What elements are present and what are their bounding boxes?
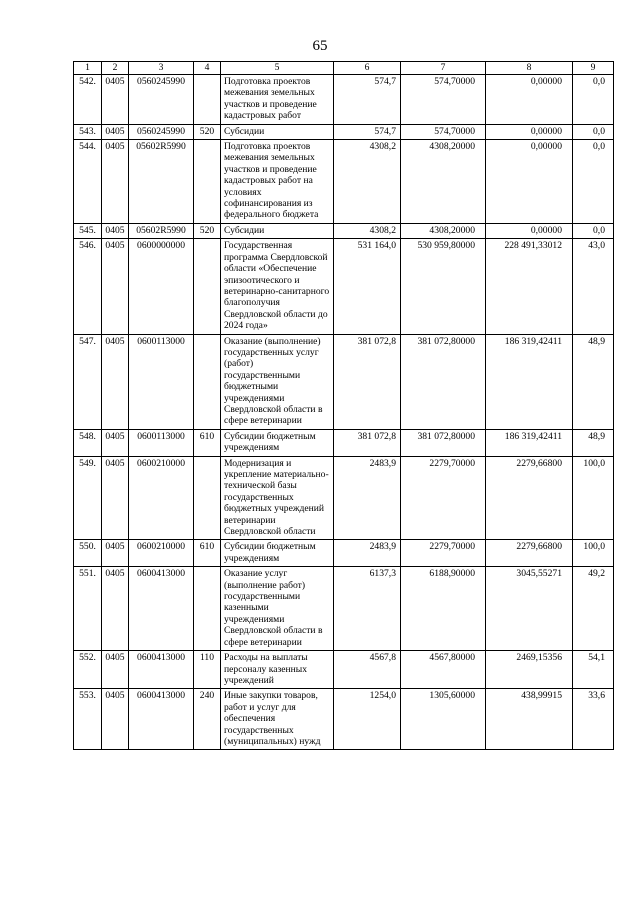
- table-row: [74, 334, 614, 429]
- target-code-cell: 0600113000: [129, 334, 194, 429]
- target-code-cell: 0600113000: [129, 429, 194, 456]
- column-header: 4: [194, 62, 221, 75]
- section-code-cell: 0405: [102, 75, 129, 125]
- section-code-cell: 0405: [102, 223, 129, 238]
- approved-amount-cell: 2279,70000: [401, 540, 486, 567]
- row-number-cell: 550.: [74, 540, 102, 567]
- column-header: 8: [486, 62, 573, 75]
- item-name-cell: Субсидии бюджетным учреждениям: [221, 429, 334, 456]
- table-row: [74, 429, 614, 456]
- approved-amount-cell: 4567,80000: [401, 651, 486, 689]
- plan-amount-cell: 6137,3: [334, 567, 401, 651]
- table-row: [74, 689, 614, 750]
- execution-percent-cell: 0,0: [573, 223, 614, 238]
- column-header: 3: [129, 62, 194, 75]
- expense-kind-cell: 520: [194, 223, 221, 238]
- execution-percent-cell: 0,0: [573, 124, 614, 139]
- approved-amount-cell: 574,70000: [401, 75, 486, 125]
- row-number-cell: 546.: [74, 239, 102, 334]
- executed-amount-cell: 0,00000: [486, 140, 573, 224]
- item-name-cell: Оказание (выполнение) государственных услуг (работ) государственными бюджетными учреждениями Свердловской области в сфере ветеринарии: [221, 334, 334, 429]
- header-row: [74, 62, 614, 75]
- approved-amount-cell: 381 072,80000: [401, 334, 486, 429]
- item-name-cell: Государственная программа Свердловской области «Обеспечение эпизоотического и ветеринарно-санитарного благополучия Свердловской области до 2024 года»: [221, 239, 334, 334]
- plan-amount-cell: 531 164,0: [334, 239, 401, 334]
- approved-amount-cell: 381 072,80000: [401, 429, 486, 456]
- executed-amount-cell: 0,00000: [486, 75, 573, 125]
- plan-amount-cell: 574,7: [334, 124, 401, 139]
- plan-amount-cell: 4567,8: [334, 651, 401, 689]
- execution-percent-cell: 100,0: [573, 456, 614, 540]
- expense-kind-cell: [194, 567, 221, 651]
- approved-amount-cell: 530 959,80000: [401, 239, 486, 334]
- target-code-cell: 05602R5990: [129, 223, 194, 238]
- executed-amount-cell: 2469,15356: [486, 651, 573, 689]
- column-header: 5: [221, 62, 334, 75]
- item-name-cell: Субсидии: [221, 223, 334, 238]
- expense-kind-cell: 610: [194, 540, 221, 567]
- approved-amount-cell: 574,70000: [401, 124, 486, 139]
- table-row: [74, 651, 614, 689]
- page-number: 65: [312, 38, 328, 54]
- expense-kind-cell: 520: [194, 124, 221, 139]
- approved-amount-cell: 1305,60000: [401, 689, 486, 750]
- executed-amount-cell: 0,00000: [486, 223, 573, 238]
- target-code-cell: 0600413000: [129, 651, 194, 689]
- execution-percent-cell: 49,2: [573, 567, 614, 651]
- execution-percent-cell: 43,0: [573, 239, 614, 334]
- item-name-cell: Модернизация и укрепление материально-технической базы государственных бюджетных учреждений ветеринарии Свердловской области: [221, 456, 334, 540]
- executed-amount-cell: 186 319,42411: [486, 429, 573, 456]
- target-code-cell: 0600210000: [129, 540, 194, 567]
- item-name-cell: Подготовка проектов межевания земельных участков и проведение кадастровых работ на условиях софинансирования из федерального бюджета: [221, 140, 334, 224]
- row-number-cell: 543.: [74, 124, 102, 139]
- section-code-cell: 0405: [102, 140, 129, 224]
- plan-amount-cell: 381 072,8: [334, 429, 401, 456]
- row-number-cell: 553.: [74, 689, 102, 750]
- budget-table: [73, 61, 614, 750]
- expense-kind-cell: 240: [194, 689, 221, 750]
- expense-kind-cell: 610: [194, 429, 221, 456]
- row-number-cell: 552.: [74, 651, 102, 689]
- table-row: [74, 140, 614, 224]
- item-name-cell: Субсидии: [221, 124, 334, 139]
- row-number-cell: 547.: [74, 334, 102, 429]
- plan-amount-cell: 574,7: [334, 75, 401, 125]
- section-code-cell: 0405: [102, 540, 129, 567]
- approved-amount-cell: 6188,90000: [401, 567, 486, 651]
- expense-kind-cell: [194, 75, 221, 125]
- target-code-cell: 0600413000: [129, 567, 194, 651]
- target-code-cell: 0560245990: [129, 124, 194, 139]
- section-code-cell: 0405: [102, 651, 129, 689]
- expense-kind-cell: 110: [194, 651, 221, 689]
- approved-amount-cell: 4308,20000: [401, 140, 486, 224]
- execution-percent-cell: 48,9: [573, 334, 614, 429]
- column-header: 1: [74, 62, 102, 75]
- expense-kind-cell: [194, 334, 221, 429]
- execution-percent-cell: 0,0: [573, 75, 614, 125]
- execution-percent-cell: 33,6: [573, 689, 614, 750]
- item-name-cell: Оказание услуг (выполнение работ) государственными казенными учреждениями Свердловской области в сфере ветеринарии: [221, 567, 334, 651]
- item-name-cell: Подготовка проектов межевания земельных участков и проведение кадастровых работ: [221, 75, 334, 125]
- item-name-cell: Иные закупки товаров, работ и услуг для обеспечения государственных (муниципальных) нужд: [221, 689, 334, 750]
- plan-amount-cell: 2483,9: [334, 456, 401, 540]
- item-name-cell: Расходы на выплаты персоналу казенных учреждений: [221, 651, 334, 689]
- expense-kind-cell: [194, 140, 221, 224]
- target-code-cell: 0600000000: [129, 239, 194, 334]
- row-number-cell: 549.: [74, 456, 102, 540]
- approved-amount-cell: 4308,20000: [401, 223, 486, 238]
- executed-amount-cell: 2279,66800: [486, 540, 573, 567]
- plan-amount-cell: 381 072,8: [334, 334, 401, 429]
- execution-percent-cell: 0,0: [573, 140, 614, 224]
- row-number-cell: 544.: [74, 140, 102, 224]
- executed-amount-cell: 186 319,42411: [486, 334, 573, 429]
- table-row: [74, 223, 614, 238]
- table-row: [74, 567, 614, 651]
- expense-kind-cell: [194, 456, 221, 540]
- executed-amount-cell: 0,00000: [486, 124, 573, 139]
- table-row: [74, 540, 614, 567]
- row-number-cell: 548.: [74, 429, 102, 456]
- section-code-cell: 0405: [102, 334, 129, 429]
- column-header: 7: [401, 62, 486, 75]
- row-number-cell: 545.: [74, 223, 102, 238]
- target-code-cell: 0600413000: [129, 689, 194, 750]
- target-code-cell: 05602R5990: [129, 140, 194, 224]
- execution-percent-cell: 100,0: [573, 540, 614, 567]
- execution-percent-cell: 54,1: [573, 651, 614, 689]
- table-row: [74, 124, 614, 139]
- row-number-cell: 551.: [74, 567, 102, 651]
- column-header: 9: [573, 62, 614, 75]
- section-code-cell: 0405: [102, 429, 129, 456]
- section-code-cell: 0405: [102, 124, 129, 139]
- execution-percent-cell: 48,9: [573, 429, 614, 456]
- table-row: [74, 456, 614, 540]
- target-code-cell: 0600210000: [129, 456, 194, 540]
- plan-amount-cell: 4308,2: [334, 223, 401, 238]
- executed-amount-cell: 228 491,33012: [486, 239, 573, 334]
- plan-amount-cell: 2483,9: [334, 540, 401, 567]
- column-header: 2: [102, 62, 129, 75]
- plan-amount-cell: 1254,0: [334, 689, 401, 750]
- executed-amount-cell: 3045,55271: [486, 567, 573, 651]
- expense-kind-cell: [194, 239, 221, 334]
- column-header: 6: [334, 62, 401, 75]
- table-row: [74, 75, 614, 125]
- item-name-cell: Субсидии бюджетным учреждениям: [221, 540, 334, 567]
- section-code-cell: 0405: [102, 689, 129, 750]
- approved-amount-cell: 2279,70000: [401, 456, 486, 540]
- section-code-cell: 0405: [102, 567, 129, 651]
- target-code-cell: 0560245990: [129, 75, 194, 125]
- section-code-cell: 0405: [102, 456, 129, 540]
- row-number-cell: 542.: [74, 75, 102, 125]
- table-row: [74, 239, 614, 334]
- plan-amount-cell: 4308,2: [334, 140, 401, 224]
- executed-amount-cell: 2279,66800: [486, 456, 573, 540]
- executed-amount-cell: 438,99915: [486, 689, 573, 750]
- section-code-cell: 0405: [102, 239, 129, 334]
